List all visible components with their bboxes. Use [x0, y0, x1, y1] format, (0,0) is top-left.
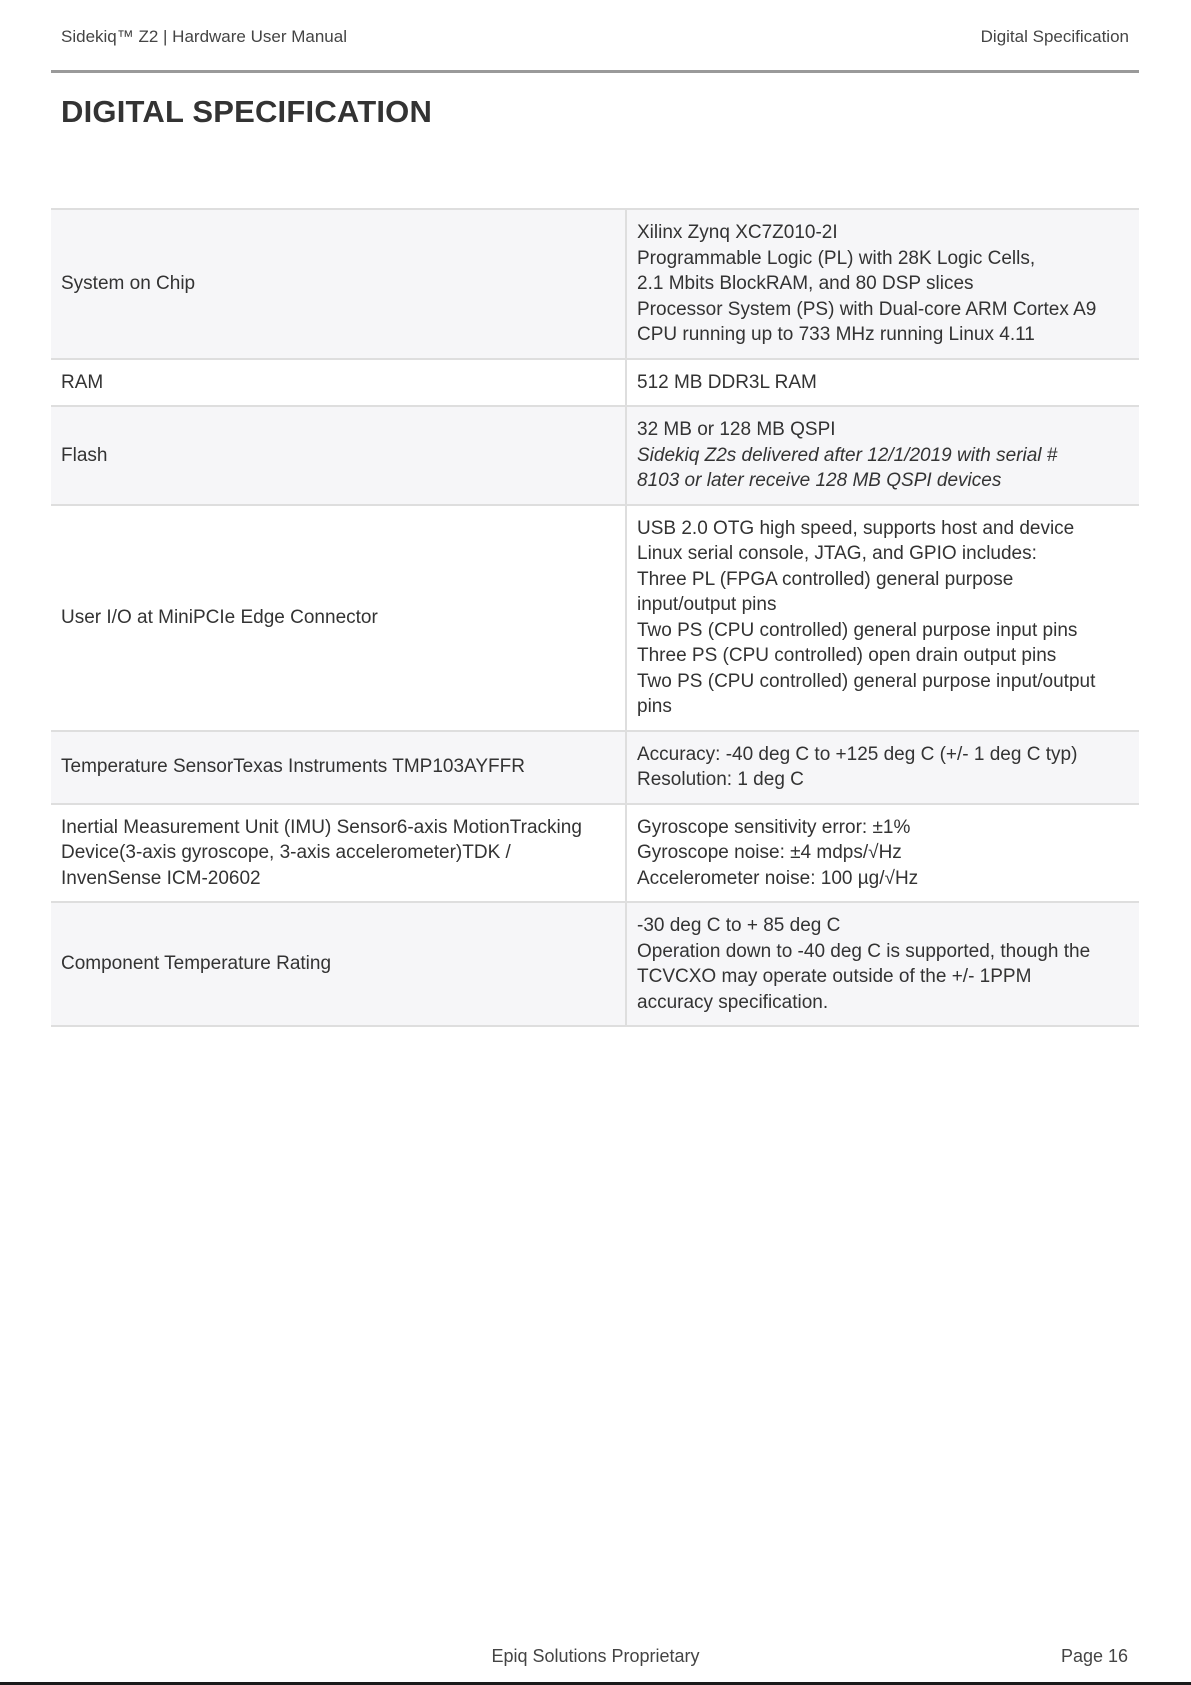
spec-value — [626, 359, 1139, 407]
spec-value — [626, 406, 1139, 505]
spec-value-line: Three PL (FPGA controlled) general purpose — [637, 568, 1014, 590]
spec-value-line: Two PS (CPU controlled) general purpose input/output — [637, 670, 1096, 692]
spec-table — [51, 208, 1139, 1027]
spec-value-line: Accelerometer noise: 100 µg/√Hz — [637, 867, 919, 889]
spec-value-line: 32 MB or 128 MB QSPI — [637, 419, 836, 440]
spec-label: Component Temperature Rating — [51, 902, 626, 1026]
spec-value-line: Gyroscope noise: ±4 mdps/√Hz — [637, 842, 902, 863]
spec-value-line: Operation down to -40 deg C is supported, though the — [637, 940, 1091, 962]
spec-label: Temperature SensorTexas Instruments TMP103AYFFR — [51, 731, 626, 804]
spec-value — [626, 505, 1139, 731]
spec-value-line: USB 2.0 OTG high speed, supports host and device — [637, 517, 1075, 539]
section-name: Digital Specification — [980, 27, 1129, 46]
page-number: Page 16 — [1060, 1646, 1128, 1666]
spec-value — [626, 902, 1139, 1026]
spec-value-line: -30 deg C to + 85 deg C — [637, 915, 841, 936]
table-row — [51, 359, 1139, 407]
spec-value-line: CPU running up to 733 MHz running Linux 4.11 — [637, 324, 1035, 345]
table-row — [51, 731, 1139, 804]
spec-value-line: Linux serial console, JTAG, and GPIO includes: — [637, 543, 1037, 564]
spec-value-line: accuracy specification. — [637, 991, 829, 1013]
spec-value-line: input/output pins — [637, 594, 777, 615]
spec-value-line: Accuracy: -40 deg C to +125 deg C (+/- 1 deg C typ) — [637, 743, 1078, 765]
spec-label: Flash — [51, 406, 626, 505]
spec-value-line: Three PS (CPU controlled) open drain output pins — [637, 645, 1057, 666]
spec-value-line: pins — [637, 696, 672, 717]
page-title: DIGITAL SPECIFICATION — [61, 94, 433, 129]
spec-value-line: Resolution: 1 deg C — [637, 769, 804, 790]
table-row — [51, 406, 1139, 505]
spec-value-line: 2.1 Mbits BlockRAM, and 80 DSP slices — [637, 273, 974, 294]
spec-label: User I/O at MiniPCIe Edge Connector — [51, 505, 626, 731]
table-row — [51, 804, 1139, 903]
page-header — [51, 0, 1139, 73]
spec-value — [626, 731, 1139, 804]
table-row — [51, 505, 1139, 731]
spec-value-line: Processor System (PS) with Dual-core ARM Cortex A9 — [637, 298, 1097, 320]
spec-note-line: 8103 or later receive 128 MB QSPI devices — [637, 470, 1002, 491]
spec-label: RAM — [51, 359, 626, 407]
spec-value — [626, 804, 1139, 903]
footer-proprietary: Epiq Solutions Proprietary — [491, 1646, 700, 1666]
spec-value-line: Xilinx Zynq XC7Z010-2I — [637, 222, 838, 243]
spec-value-line: 512 MB DDR3L RAM — [637, 371, 817, 393]
spec-label: Inertial Measurement Unit (IMU) Sensor6-axis MotionTracking Device(3-axis gyroscope, 3-axis accelerometer)TDK / InvenSense ICM-20602 — [51, 804, 626, 903]
table-row — [51, 902, 1139, 1026]
spec-label: System on Chip — [51, 209, 626, 359]
spec-note-line: Sidekiq Z2s delivered after 12/1/2019 with serial # — [637, 444, 1058, 466]
spec-value-line: Two PS (CPU controlled) general purpose input pins — [637, 619, 1078, 641]
table-row — [51, 209, 1139, 359]
spec-value — [626, 209, 1139, 359]
spec-value-line: Gyroscope sensitivity error: ±1% — [637, 816, 911, 838]
spec-value-line: Programmable Logic (PL) with 28K Logic Cells, — [637, 247, 1036, 269]
spec-value-line: TCVCXO may operate outside of the +/- 1PPM — [637, 966, 1032, 987]
document-title: Sidekiq™ Z2 | Hardware User Manual — [61, 27, 347, 46]
